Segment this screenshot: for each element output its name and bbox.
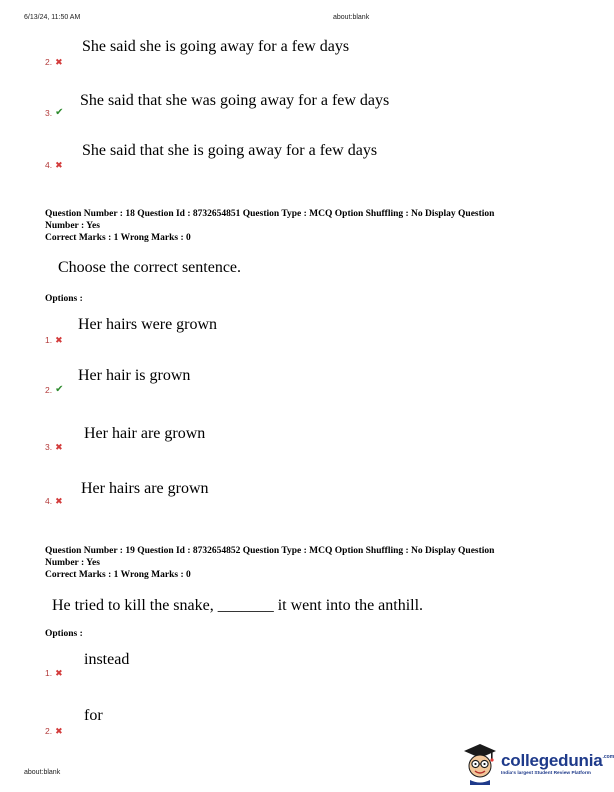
brand-text — [501, 751, 614, 776]
q18-option-4-number-row — [45, 496, 63, 506]
brand-name: collegedunia — [501, 750, 603, 770]
cross-icon: ✖ — [55, 495, 63, 506]
q18-option-1-number: 1. — [45, 335, 53, 345]
prev-option-3-number: 3. — [45, 108, 53, 118]
prev-option-2-number: 2. — [45, 57, 53, 67]
q18-option-3-number-row — [45, 442, 63, 452]
q19-text-after: it went into the anthill. — [277, 597, 424, 614]
prev-option-3-number-row — [45, 108, 63, 118]
q19-meta-line1: Question Number : 19 Question Id : 8732654852 Question Type : MCQ Option Shuffling : No Display Question — [45, 546, 495, 556]
q18-option-4-number: 4. — [45, 496, 53, 506]
q18-option-3-number: 3. — [45, 442, 53, 452]
q18-marks: Correct Marks : 1 Wrong Marks : 0 — [45, 233, 191, 243]
prev-option-4-number: 4. — [45, 160, 53, 170]
check-icon: ✔ — [55, 384, 64, 395]
q19-option-2-text: for — [84, 707, 103, 724]
q19-marks: Correct Marks : 1 Wrong Marks : 0 — [45, 570, 191, 580]
print-datetime: 6/13/24, 11:50 AM — [24, 14, 81, 21]
q18-option-2-number: 2. — [45, 385, 53, 395]
q19-options-label: Options : — [45, 629, 83, 639]
q18-option-1-number-row — [45, 335, 63, 345]
q19-blank: _______ — [217, 597, 274, 614]
print-footer-url: about:blank — [24, 769, 61, 776]
q18-option-1-text: Her hairs were grown — [78, 316, 218, 333]
q18-question-text: Choose the correct sentence. — [58, 259, 242, 276]
q19-option-1-number-row — [45, 668, 63, 678]
cross-icon: ✖ — [55, 159, 63, 170]
q18-meta-line1: Question Number : 18 Question Id : 8732654851 Question Type : MCQ Option Shuffling : No Display Question — [45, 209, 495, 219]
prev-option-4-text: She said that she is going away for a few days — [82, 142, 378, 159]
q19-meta — [45, 545, 585, 581]
brand-suffix: .com — [602, 753, 614, 760]
q18-meta — [45, 208, 585, 244]
brand-logo — [460, 741, 614, 785]
cross-icon: ✖ — [55, 334, 63, 345]
cross-icon: ✖ — [55, 56, 63, 67]
q18-options-label: Options : — [45, 294, 83, 304]
check-icon: ✔ — [55, 107, 64, 118]
brand-tagline: India's largest Student Review Platform — [501, 770, 591, 776]
q19-meta-line2: Number : Yes — [45, 558, 100, 568]
q19-option-1-text: instead — [84, 651, 130, 668]
q18-option-4-text: Her hairs are grown — [81, 480, 209, 497]
q19-option-2-number-row — [45, 726, 63, 736]
graduate-mascot-icon — [460, 741, 500, 785]
q18-option-2-number-row — [45, 385, 63, 395]
q18-option-3-text: Her hair are grown — [84, 425, 206, 442]
prev-option-3-text: She said that she was going away for a few days — [80, 92, 390, 109]
cross-icon: ✖ — [55, 441, 63, 452]
cross-icon: ✖ — [55, 725, 63, 736]
q19-option-2-number: 2. — [45, 726, 53, 736]
q18-option-2-text: Her hair is grown — [78, 367, 191, 384]
q19-option-1-number: 1. — [45, 668, 53, 678]
q19-question-text — [52, 597, 423, 615]
prev-option-2-text: She said she is going away for a few days — [82, 38, 350, 55]
cross-icon: ✖ — [55, 667, 63, 678]
prev-option-2-number-row — [45, 57, 63, 67]
print-title: about:blank — [333, 14, 370, 21]
q18-meta-line2: Number : Yes — [45, 221, 100, 231]
prev-option-4-number-row — [45, 160, 63, 170]
q19-text-before: He tried to kill the snake, — [52, 597, 214, 614]
